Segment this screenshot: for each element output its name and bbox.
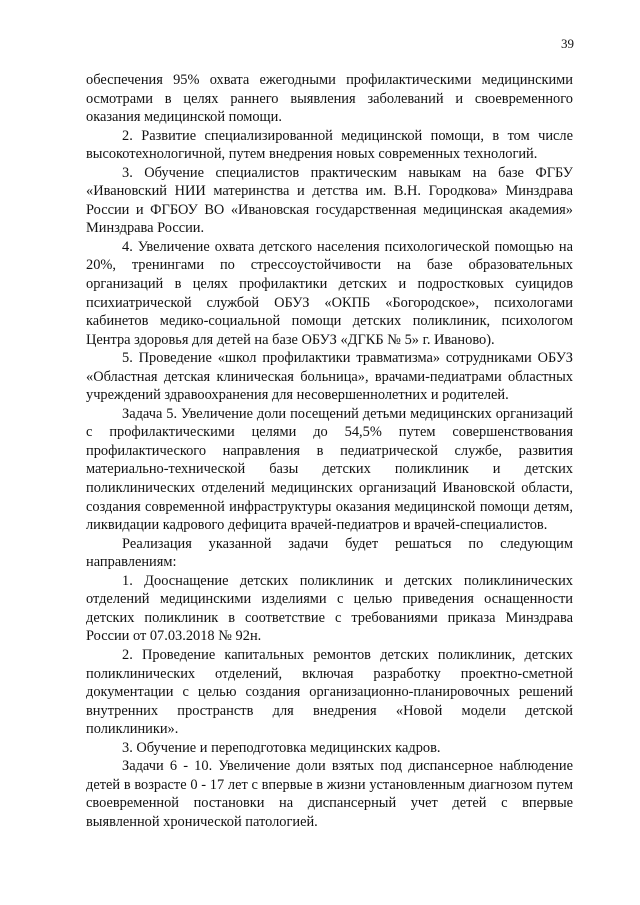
paragraph-item-4: 4. Увеличение охвата детского населения психологической помощью на 20%, тренингами по стрессоустойчивости на базе образовательных организаций в целях профилактики детских и подростковых суицидов психиатрической службой ОБУЗ «ОКПБ «Богородское», психологами кабинетов медико-социальной помощи детских поликлиник, психологом Центра здоровья для детей на базе ОБУЗ «ДГКБ № 5» г. Иваново).	[86, 238, 573, 348]
paragraph-item-2: 2. Развитие специализированной медицинской помощи, в том числе высокотехнологичной, путем внедрения новых современных технологий.	[86, 127, 573, 163]
page-number: 39	[561, 36, 574, 51]
paragraph-task-5: Задача 5. Увеличение доли посещений детьми медицинских организаций с профилактическими целями до 54,5% путем совершенствования профилактического направления в педиатрической службе, развития материально-технической базы детских поликлиник и детских поликлинических отделений медицинских организаций Ивановской области, создания современной инфраструктуры оказания медицинской помощи детям, ликвидации кадрового дефицита врачей-педиатров и врачей-специалистов.	[86, 405, 573, 534]
paragraph-item-3: 3. Обучение специалистов практическим навыкам на базе ФГБУ «Ивановский НИИ материнства и детства им. В.Н. Городкова» Минздрава России и ФГБОУ ВО «Ивановская государственная медицинская академия» Минздрава России.	[86, 164, 573, 237]
paragraph-tasks-6-10: Задачи 6 - 10. Увеличение доли взятых под диспансерное наблюдение детей в возрасте 0 - 17 лет с впервые в жизни установленным диагнозом путем своевременной постановки на диспансерный учет детей с впервые выявленной хронической патологией.	[86, 758, 573, 830]
paragraph-direction-3: 3. Обучение и переподготовка медицинских кадров.	[122, 739, 441, 756]
paragraph-implementation: Реализация указанной задачи будет решаться по следующим направлениям:	[86, 535, 573, 571]
paragraph-direction-2: 2. Проведение капитальных ремонтов детских поликлиник, детских поликлинических отделений, включая разработку проектно-сметной документации с целью создания организационно-планировочных решений внутренних пространств для внедрения «Новой модели детской поликлиники».	[86, 646, 573, 738]
document-body	[86, 71, 573, 831]
paragraph-direction-1: 1. Дооснащение детских поликлиник и детских поликлинических отделений медицинскими изделиями с целью приведения оснащенности детских поликлиник в соответствие с требованиями приказа Минздрава России от 07.03.2018 № 92н.	[86, 572, 573, 645]
paragraph-item-5: 5. Проведение «школ профилактики травматизма» сотрудниками ОБУЗ «Областная детская клиническая больница», врачами-педиатрами областных учреждений здравоохранения для несовершеннолетних и родителей.	[86, 350, 573, 404]
paragraph-continuation: обеспечения 95% охвата ежегодными профилактическими медицинскими осмотрами в целях раннего выявления заболеваний и своевременного оказания медицинской помощи.	[86, 72, 573, 126]
